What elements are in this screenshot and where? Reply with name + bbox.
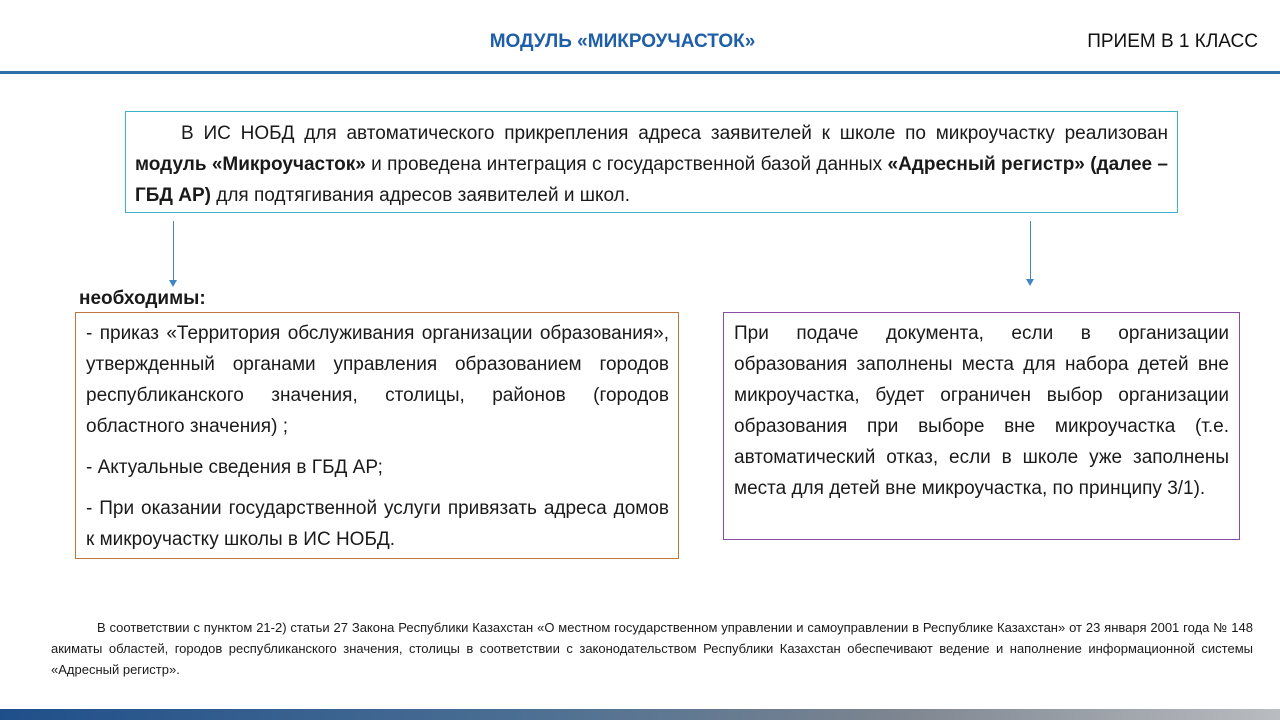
note-text: При подаче документа, если в организации образования заполнены места для набора детей вне микроучастка, будет ограничен выбор организации образования при выборе вне микроучастка (т.е. автоматический отказ, если в школе уже заполнены места для детей вне микроучастка, по принципу 3/1). xyxy=(734,323,1229,499)
requirements-box xyxy=(75,312,679,559)
header-divider xyxy=(0,71,1280,74)
arrow-down-right xyxy=(1030,221,1031,281)
arrow-head-icon xyxy=(169,280,177,287)
footer-bar xyxy=(0,709,1280,720)
requirement-item: - При оказании государственной услуги привязать адреса домов к микроучастку школы в ИС НОБД. xyxy=(86,498,669,550)
slide-title: МОДУЛЬ «МИКРОУЧАСТОК» xyxy=(489,31,756,52)
intro-text-1: В ИС НОБД для автоматического прикрепления адреса заявителей к школе по микроучастку реализован xyxy=(181,123,1168,144)
intro-text-3: и проведена интеграция с государственной базой данных xyxy=(365,154,888,175)
slide-subtitle: ПРИЕМ В 1 КЛАСС xyxy=(1087,31,1258,52)
registry-name: «Адресный регистр» (далее – ГБД АР) xyxy=(135,154,1168,206)
intro-box xyxy=(125,111,1178,213)
legal-footnote: В соответствии с пунктом 21-2) статьи 27 Закона Республики Казахстан «О местном государственном управлении и самоуправлении в Республике Казахстан» от 23 января 2001 года № 148 акиматы областей, городов республиканского значения, столицы в соответствии с законодательством Республики Казахстан обеспечивают ведение и наполнение информационной системы «Адресный регистр». xyxy=(51,620,1253,677)
requirement-item: - Актуальные сведения в ГБД АР; xyxy=(86,457,383,478)
module-name: модуль «Микроучасток» xyxy=(135,154,366,175)
arrow-head-icon xyxy=(1026,279,1034,286)
requirement-item: - приказ «Территория обслуживания организации образования», утвержденный органами управления образованием городов республиканского значения, столицы, районов (городов областного значения) ; xyxy=(86,323,669,437)
requirements-heading: необходимы: xyxy=(79,288,206,309)
note-box xyxy=(723,312,1240,540)
intro-paragraph xyxy=(135,118,1168,211)
intro-text-5: для подтягивания адресов заявителей и школ. xyxy=(210,185,631,206)
arrow-down-left xyxy=(173,221,174,282)
